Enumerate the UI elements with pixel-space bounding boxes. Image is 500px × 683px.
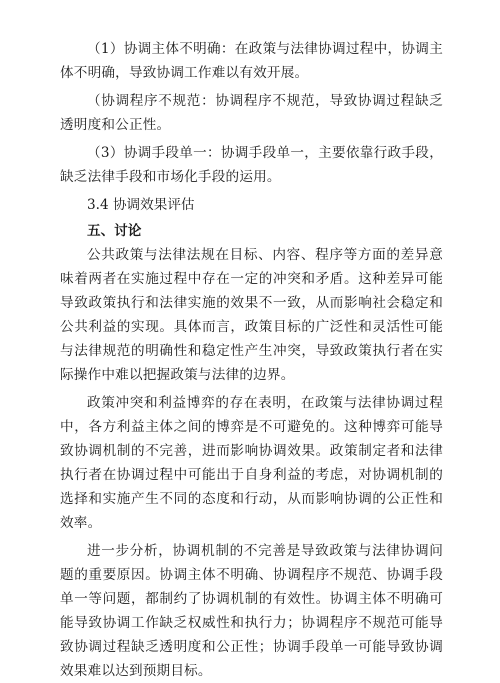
- discussion-paragraph-2: 政策冲突和利益博弈的存在表明，在政策与法律协调过程中，各方利益主体之间的博弈是不可避免的。这种博弈可能导致协调机制的不完善，进而影响协调效果。政策制定者和法律执行者在协调过程中可能出于自身利益的考虑，对协调机制的选择和实施产生不同的态度和行动，从而影响协调的公正性和效率。: [60, 395, 443, 531]
- issue-item-procedure: （协调程序不规范：协调程序不规范，导致协调过程缺乏透明度和公正性。: [60, 93, 443, 133]
- discussion-paragraph-1: 公共政策与法律法规在目标、内容、程序等方面的差异意味着两者在实施过程中存在一定的冲突和矛盾。这种差异可能导致政策执行和法律实施的效果不一致，从而影响社会稳定和公共利益的实现。具体而言，政策目标的广泛性和灵活性可能与法律规范的明确性和稳定性产生冲突，导致政策执行者在实际操作中难以把握政策与法律的边界。: [60, 247, 443, 383]
- issue-item-subject: （1）协调主体不明确：在政策与法律协调过程中，协调主体不明确，导致协调工作难以有效开展。: [60, 41, 443, 81]
- section-heading: 五、讨论: [87, 223, 142, 239]
- discussion-paragraph-3: 进一步分析，协调机制的不完善是导致政策与法律协调问题的重要原因。协调主体不明确、协调程序不规范、协调手段单一等问题，都制约了协调机制的有效性。协调主体不明确可能导致协调工作缺乏权威性和执行力；协调程序不规范可能导致协调过程缺乏透明度和公正性；协调手段单一可能导致协调效果难以达到预期目标。: [60, 543, 443, 679]
- subsection-heading: 3.4 协调效果评估: [87, 197, 195, 213]
- issue-item-means: （3）协调手段单一：协调手段单一，主要依靠行政手段，缺乏法律手段和市场化手段的运用。: [60, 145, 443, 185]
